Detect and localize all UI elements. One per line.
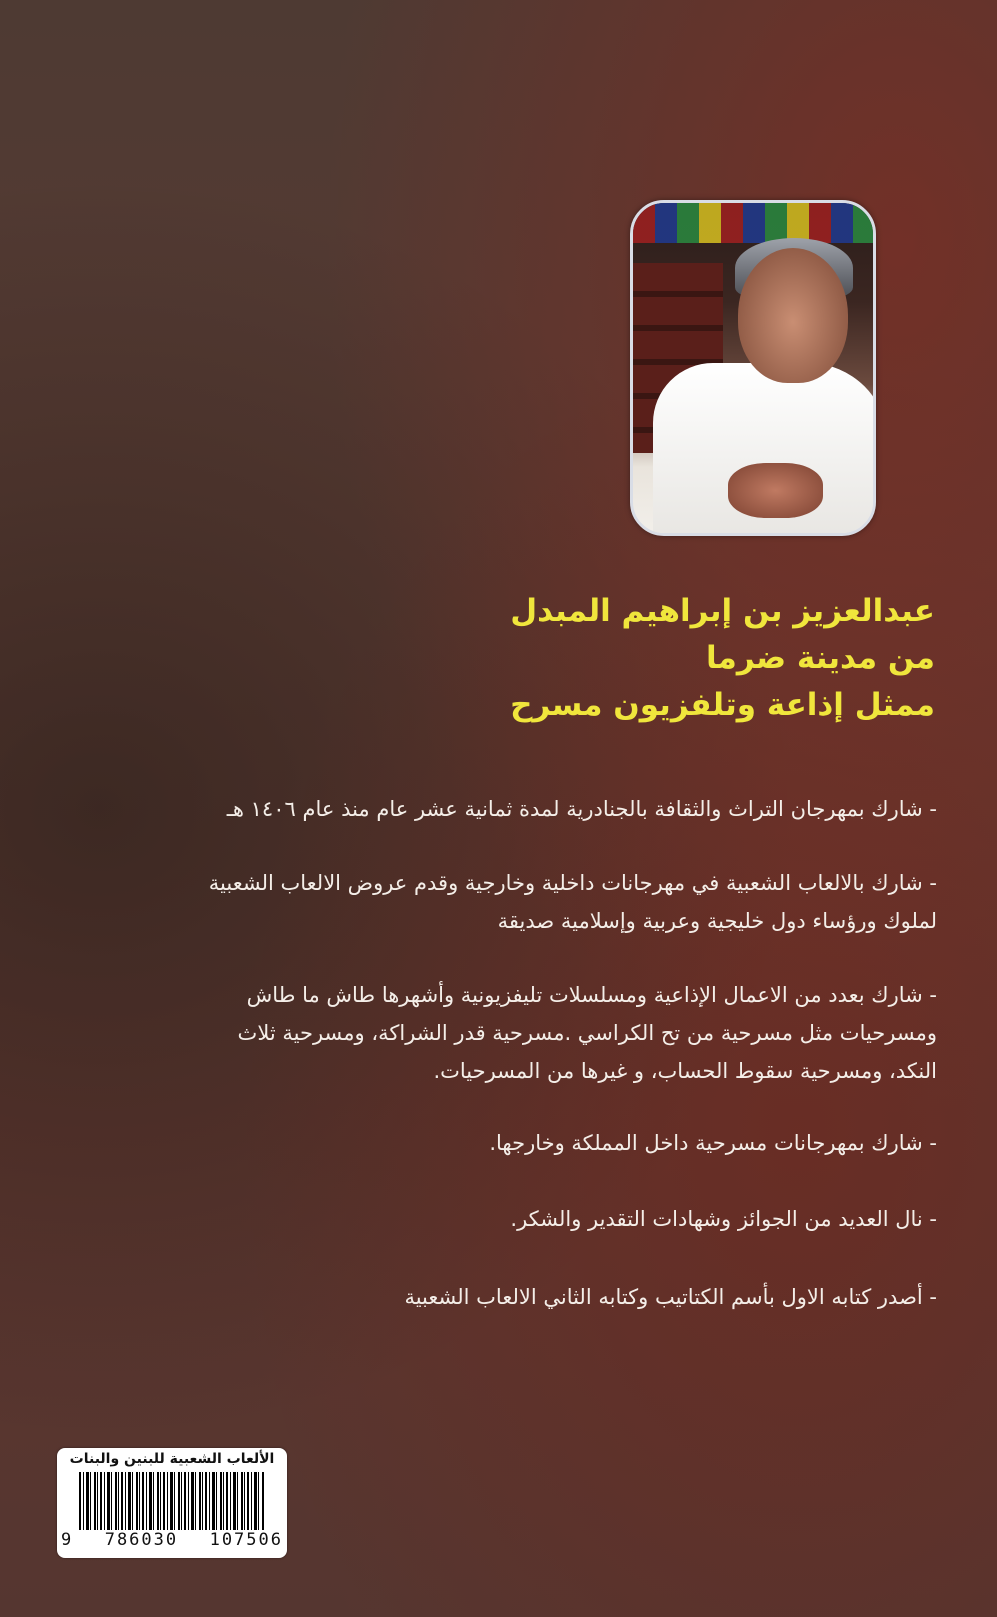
- bio-item-6: - أصدر كتابه الاول بأسم الكتاتيب وكتابه الثاني الالعاب الشعبية: [404, 1285, 937, 1309]
- barcode-book-title: الألعاب الشعبية للبنين والبنات: [69, 1451, 275, 1467]
- author-heading: [335, 588, 935, 729]
- bio-item-5: - نال العديد من الجوائز وشهادات التقدير والشكر.: [510, 1207, 937, 1231]
- author-profession: ممثل إذاعة وتلفزيون مسرح: [510, 687, 935, 723]
- bio-item-3-line-2: ومسرحيات مثل مسرحية من تح الكراسي .مسرحية قدر الشراكة، ومسرحية ثلاث: [237, 1021, 937, 1045]
- bio-item-2: [117, 864, 937, 940]
- author-name: عبدالعزيز بن إبراهيم المبدل: [510, 593, 935, 629]
- bio-item-3: [117, 976, 937, 1090]
- barcode-group-2: 107506: [209, 1530, 283, 1550]
- bio-item-4: - شارك بمهرجانات مسرحية داخل المملكة وخارجها.: [489, 1131, 937, 1155]
- photo-bunting: [633, 203, 873, 243]
- photo-person-hands: [728, 463, 823, 518]
- bio-item-3-line-1: - شارك بعدد من الاعمال الإذاعية ومسلسلات تليفزيونية وأشهرها طاش ما طاش: [246, 983, 937, 1007]
- author-origin: من مدينة ضرما: [706, 640, 935, 676]
- barcode-lead-digit: 9: [61, 1530, 74, 1550]
- bio-item-2-line-2: لملوك ورؤساء دول خليجية وعربية وإسلامية صديقة: [497, 909, 937, 933]
- bio-item-1: - شارك بمهرجان التراث والثقافة بالجنادرية لمدة ثمانية عشر عام منذ عام ١٤٠٦ هـ: [226, 797, 937, 821]
- barcode-bars: [79, 1472, 265, 1530]
- bio-item-2-line-1: - شارك بالالعاب الشعبية في مهرجانات داخلية وخارجية وقدم عروض الالعاب الشعبية: [208, 871, 937, 895]
- photo-person-head: [738, 248, 848, 383]
- bio-item-3-line-3: النكد، ومسرحية سقوط الحساب، و غيرها من المسرحيات.: [433, 1059, 937, 1083]
- isbn-barcode: [57, 1448, 287, 1558]
- barcode-number: [61, 1530, 283, 1550]
- barcode-group-1: 786030: [104, 1530, 179, 1550]
- author-photo: [630, 200, 876, 536]
